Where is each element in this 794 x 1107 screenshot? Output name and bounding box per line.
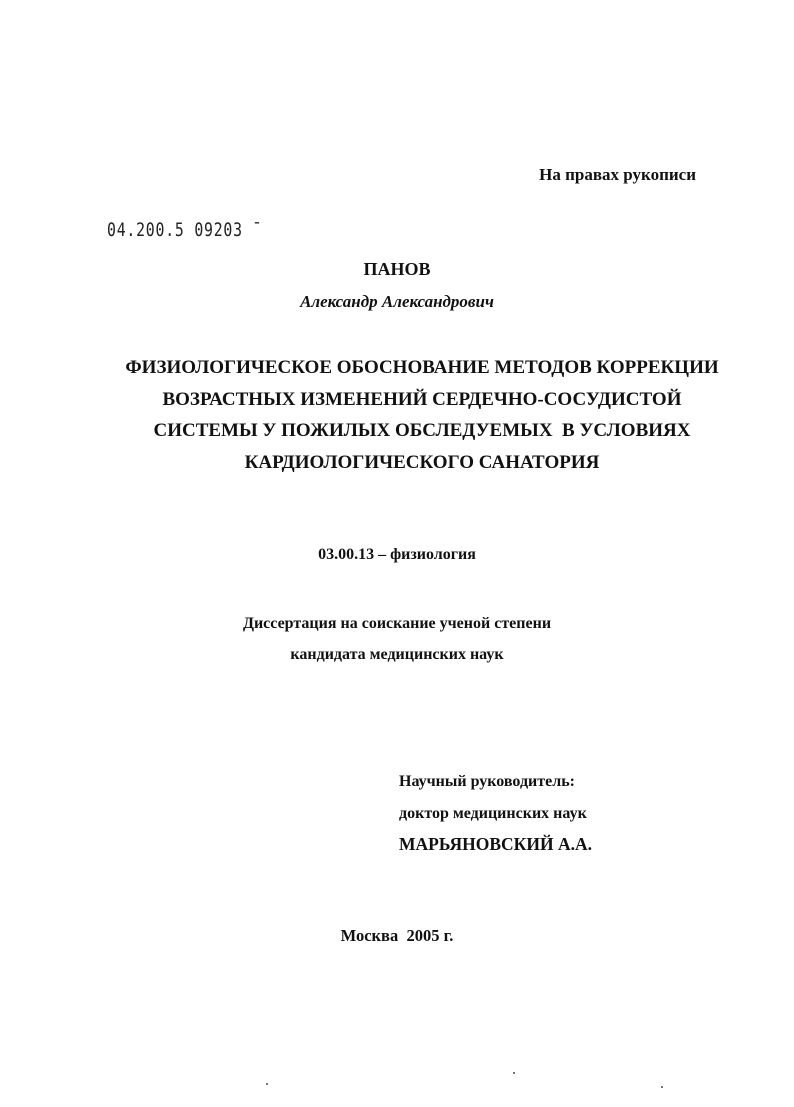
manuscript-rights-note: На правах рукописи (539, 165, 696, 184)
degree-statement (0, 608, 794, 670)
degree-statement-line: кандидата медицинских наук (290, 646, 504, 663)
place-and-year: Москва 2005 г. (340, 926, 454, 945)
specialty-code: 03.00.13 – физиология (318, 546, 476, 563)
scan-speck (513, 1072, 515, 1074)
supervisor-name: МАРЬЯНОВСКИЙ А.А. (399, 834, 592, 854)
supervisor-degree: доктор медицинских наук (399, 804, 587, 822)
title-line: КАРДИОЛОГИЧЕСКОГО САНАТОРИЯ (244, 451, 600, 473)
title-line: ВОЗРАСТНЫХ ИЗМЕНЕНИЙ СЕРДЕЧНО-СОСУДИСТОЙ (162, 388, 682, 410)
stamp-dash-mark: ˉ (242, 219, 263, 241)
supervisor-label: Научный руководитель: (399, 773, 575, 790)
scan-speck (661, 1086, 663, 1088)
author-surname: ПАНОВ (363, 259, 431, 279)
scan-speck (266, 1083, 268, 1085)
title-line: ФИЗИОЛОГИЧЕСКОЕ ОБОСНОВАНИЕ МЕТОДОВ КОРРЕКЦИИ (125, 357, 719, 378)
title-line: СИСТЕМЫ У ПОЖИЛЫХ ОБСЛЕДУЕМЫХ В УСЛОВИЯХ (153, 420, 691, 441)
registration-code-text: 04.200.5 09203 (107, 219, 243, 241)
registration-code-stamp (107, 219, 262, 241)
dissertation-title (100, 352, 744, 478)
author-full-name: Александр Александрович (300, 292, 494, 311)
supervisor-block (399, 766, 592, 861)
degree-statement-line: Диссертация на соискание ученой степени (242, 615, 552, 632)
